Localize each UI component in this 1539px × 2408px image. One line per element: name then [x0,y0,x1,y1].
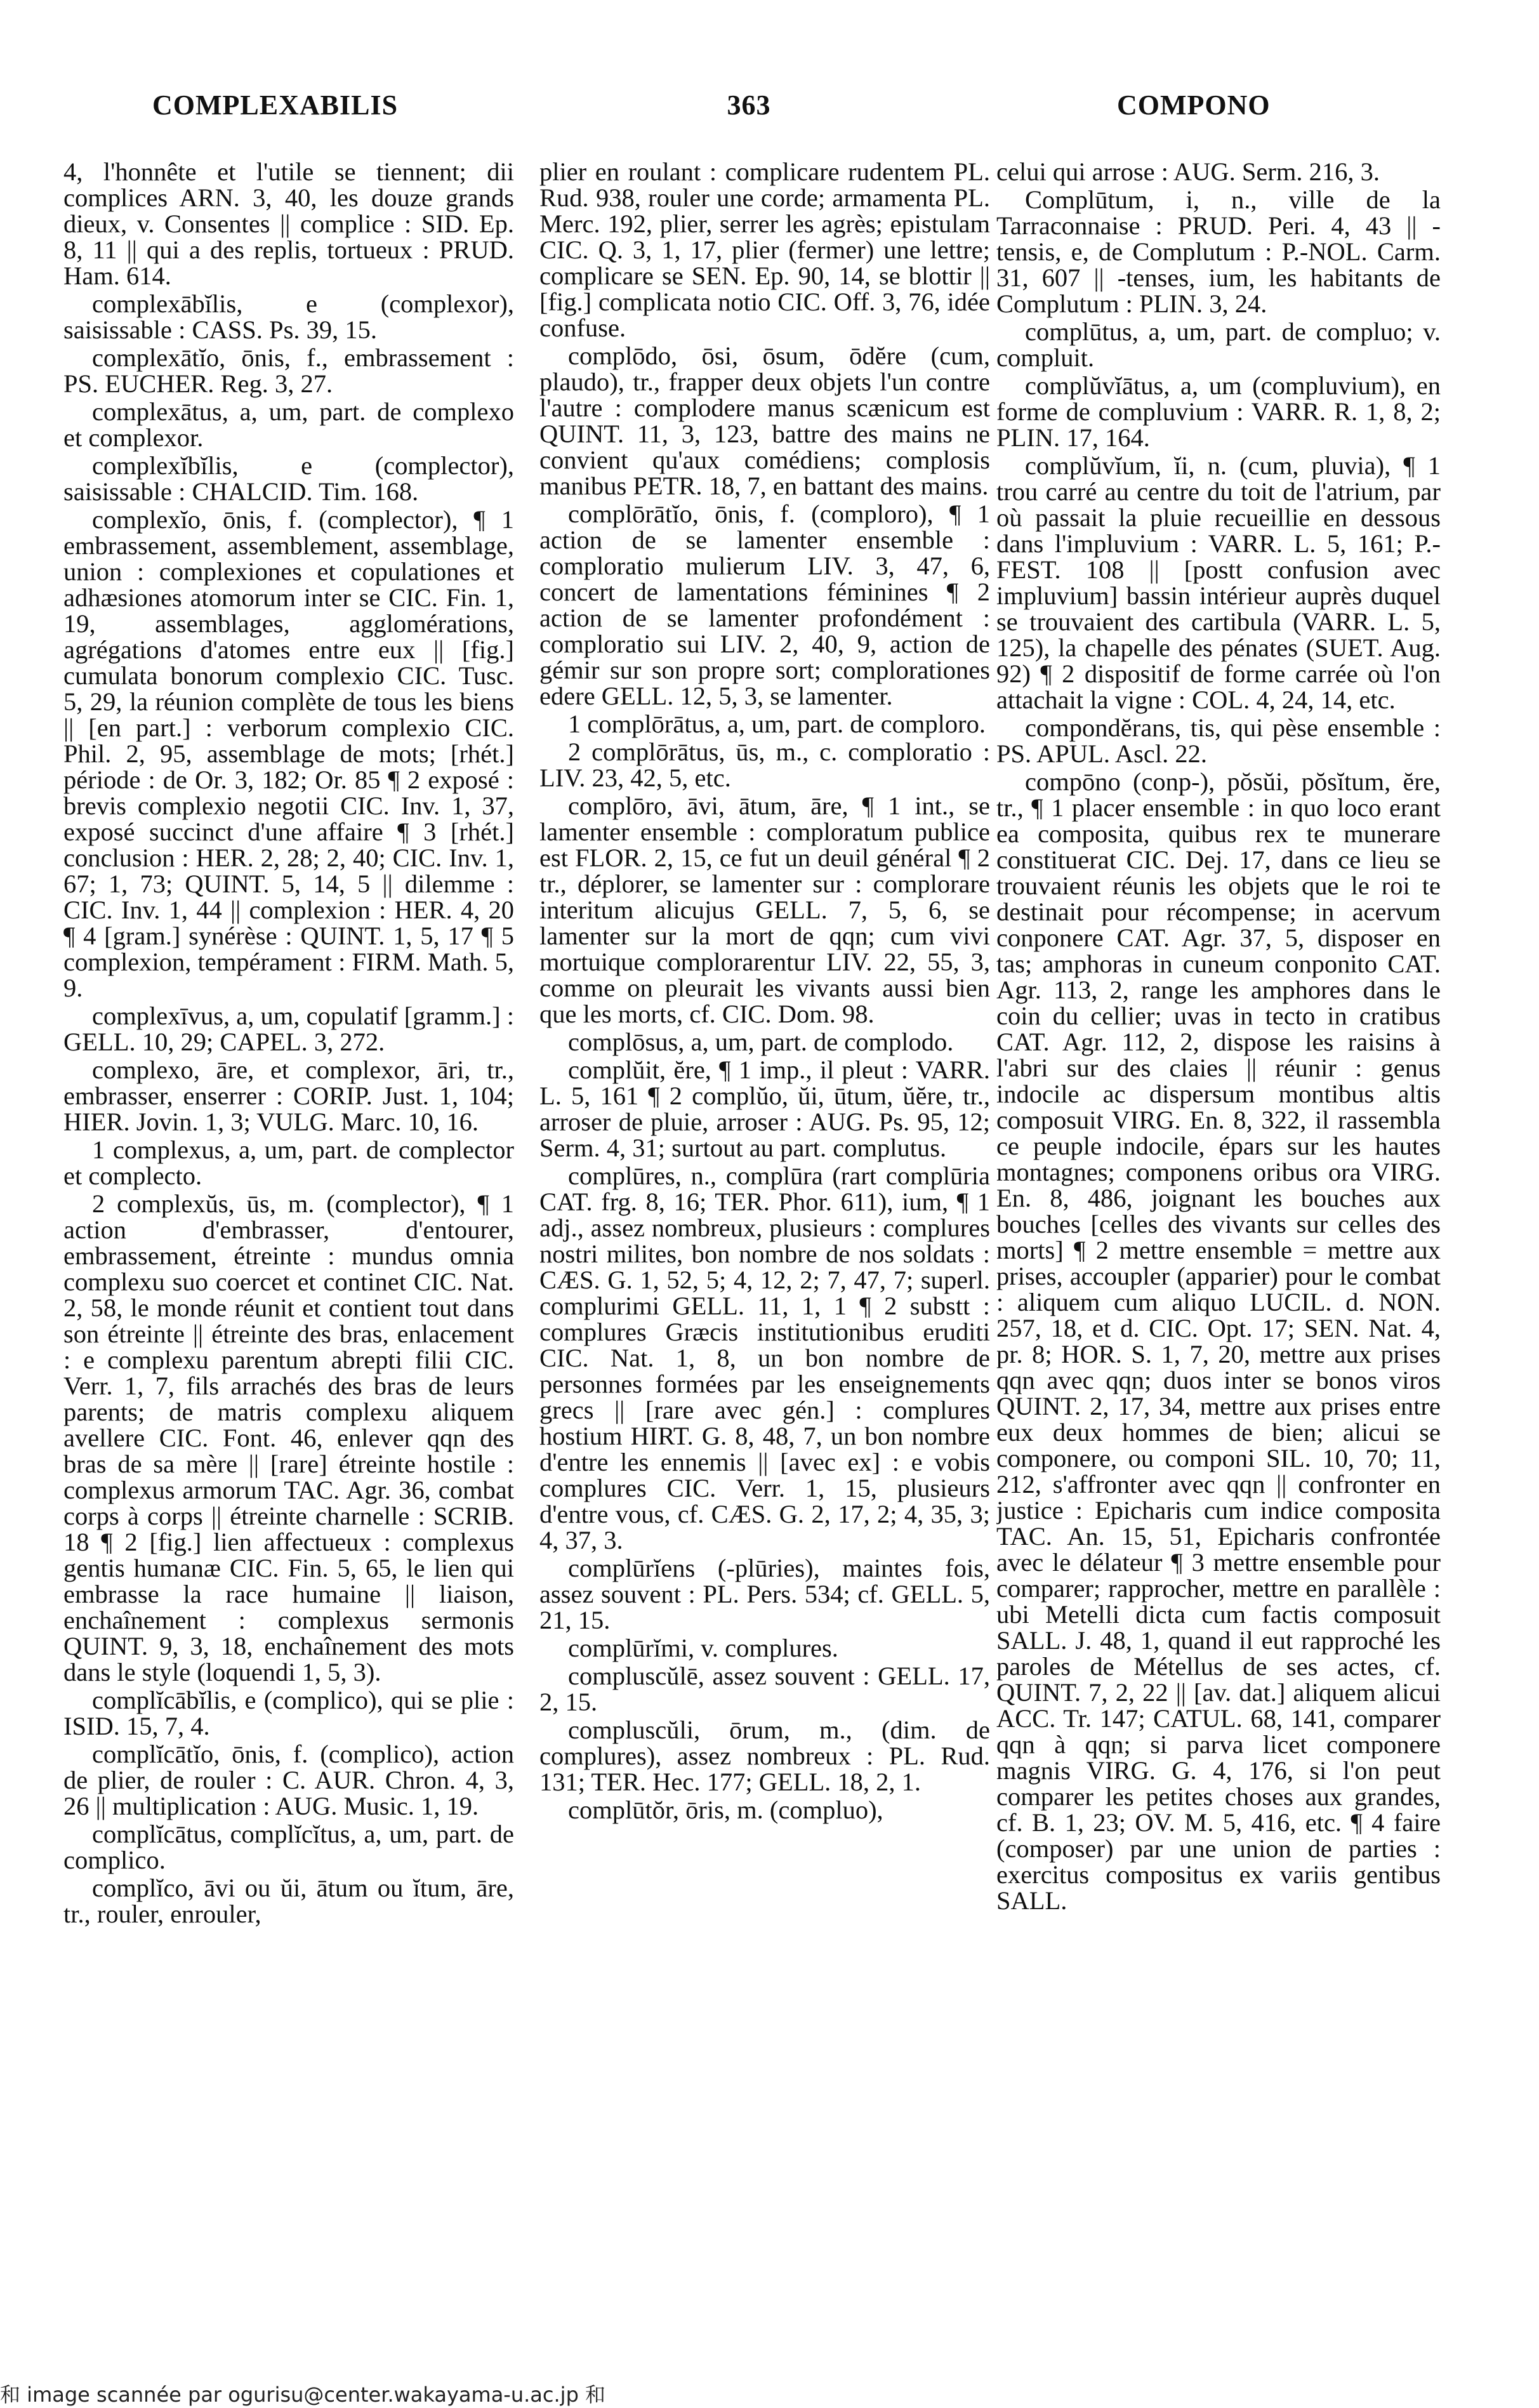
text-column-2 [539,159,990,2355]
dictionary-entry: complĭcātĭo, ōnis, f. (complico), action de plier, de rouler : C. AUR. Chron. 4, 3, 26 || multiplication : AUG. Music. 1, 19. [63,1740,514,1820]
dictionary-entry: complōro, āvi, ātum, āre, ¶ 1 int., se lamenter ensemble : comploratum publice est FLOR. 2, 15, ce fut un deuil général ¶ 2 tr., déplorer, se lamenter sur : complorare interitum alicujus GELL. 7, 5, 6, se lamenter sur la mort de qqn; cum vivi mortuique complorarentur LIV. 22, 55, 3, comme on pleurait les vivants aussi bien que les morts, cf. CIC. Dom. 98. [539,791,990,1028]
dictionary-entry: complexo, āre, et complexor, āri, tr., embrasser, enserrer : CORIP. Just. 1, 104; HIER. Jovin. 1, 3; VULG. Marc. 10, 16. [63,1055,514,1136]
dictionary-entry: complexīvus, a, um, copulatif [gramm.] : GELL. 10, 29; CAPEL. 3, 272. [63,1002,514,1056]
text-column-1 [63,159,514,2355]
dictionary-entry: compōno (conp-), pŏsŭi, pŏsĭtum, ĕre, tr., ¶ 1 placer ensemble : in quo loco erant ea composita, quibus rex te munerare constituerat CIC. Dej. 17, dans ce lieu se trouvaient réunis les objets que le roi te destinait pour récompense; in acervum conponere CAT. Agr. 37, 5, disposer en tas; amphoras in cuneum conponito CAT. Agr. 113, 2, range les amphores dans le coin du cellier; uvas in tecto in cratibus CAT. Agr. 112, 2, dispose les raisins à l'abri sur des claies || réunir : genus indocile ac dispersum montibus altis composuit VIRG. En. 8, 322, il rassembla ce peuple indocile, épars sur les hautes montagnes; componens oribus ora VIRG. En. 8, 486, joignant les bouches aux bouches [celles des vivants sur celles des morts] ¶ 2 mettre ensemble = mettre aux prises, accoupler (apparier) pour le combat : aliquem cum aliquo LUCIL. d. NON. 257, 18, et d. CIC. Opt. 17; SEN. Nat. 4, pr. 8; HOR. S. 1, 7, 20, mettre aux prises qqn avec qqn; duos inter se bonos viros QUINT. 2, 17, 34, mettre aux prises entre eux deux hommes de bien; alicui se componere, ou componi SIL. 10, 70; 11, 212, s'affronter avec qqn || confronter en justice : Epicharis cum indice composita TAC. An. 15, 51, Epicharis confrontée avec le délateur ¶ 3 mettre ensemble pour comparer; rapprocher, mettre en parallèle : ubi Metelli dicta cum factis composuit SALL. J. 48, 1, quand il eut rapproché les paroles de Métellus de ses actes, cf. QUINT. 7, 2, 22 || [av. dat.] aliquem alicui ACC. Tr. 147; CATUL. 68, 141, comparer qqn à qqn; si parva licet componere magnis VIRG. G. 4, 176, si l'on peut comparer les petites choses aux grandes, cf. B. 1, 23; OV. M. 5, 416, etc. ¶ 4 faire (composer) par une union de parties : exercitus compositus ex variis gentibus SALL. [996,767,1441,1915]
dictionary-entry: celui qui arrose : AUG. Serm. 216, 3. [996,159,1380,186]
dictionary-entry: compluscŭli, ōrum, m., (dim. de complures), assez nombreux : PL. Rud. 131; TER. Hec. 177; GELL. 18, 2, 1. [539,1716,990,1796]
dictionary-entry: Complūtum, i, n., ville de la Tarraconnaise : PRUD. Peri. 4, 43 || -tensis, e, de Complutum : P.-NOL. Carm. 31, 607 || -tenses, ium, les habitants de Complutum : PLIN. 3, 24. [996,185,1441,318]
dictionary-entry: 4, l'honnête et l'utile se tiennent; dii complices ARN. 3, 40, les douze grands dieux, v. Consentes || complice : SID. Ep. 8, 11 || qui a des replis, tortueux : PRUD. Ham. 614. [63,159,514,290]
running-header [0,89,1539,140]
dictionary-entry: complōrātĭo, ōnis, f. (comploro), ¶ 1 action de se lamenter ensemble : comploratio mulierum LIV. 3, 47, 6, concert de lamentations féminines ¶ 2 action de se lamenter profondément : comploratio sui LIV. 2, 40, 9, action de gémir sur son propre sort; complorationes edere GELL. 12, 5, 3, se lamenter. [539,499,990,710]
dictionary-entry: 1 complexus, a, um, part. de complector et complecto. [63,1135,514,1190]
dictionary-entry: complĭco, āvi ou ŭi, ātum ou ĭtum, āre, tr., rouler, enrouler, [63,1874,514,1928]
dictionary-entry: complŭvĭum, ĭi, n. (cum, pluvia), ¶ 1 trou carré au centre du toit de l'atrium, par où passait la pluie recueillie en dessous dans l'impluvium : VARR. L. 5, 161; P.-FEST. 108 || [postt confusion avec impluvium] bassin intérieur auprès duquel se trouvaient des cartibula (VARR. L. 5, 125), la chapelle des pénates (SUET. Aug. 92) ¶ 2 dispositif de forme carrée où l'on attachait la vigne : COL. 4, 24, 14, etc. [996,451,1441,714]
dictionary-entry: compluscŭlē, assez souvent : GELL. 17, 2, 15. [539,1662,990,1716]
dictionary-entry: 1 complōrātus, a, um, part. de comploro. [568,710,986,738]
dictionary-entry: 2 complōrātus, ūs, m., c. comploratio : LIV. 23, 42, 5, etc. [539,738,990,792]
dictionary-entry: complūtŏr, ōris, m. (compluo), [568,1796,883,1824]
dictionary-entry: complĭcābĭlis, e (complico), qui se plie : ISID. 15, 7, 4. [63,1686,514,1740]
dictionary-entry: complŭit, ĕre, ¶ 1 imp., il pleut : VARR. L. 5, 161 ¶ 2 complŭo, ŭi, ūtum, ŭĕre, tr., arroser de pluie, arroser : AUG. Ps. 95, 12; Serm. 4, 31; surtout au part. complutus. [539,1055,990,1162]
dictionary-entry: complōdo, ōsi, ōsum, ōdĕre (cum, plaudo), tr., frapper deux objets l'un contre l'autre : complodere manus scænicum est QUINT. 11, 3, 123, battre des mains ne convient qu'aux comédiens; complosis manibus PETR. 18, 7, en battant des mains. [539,341,990,500]
dictionary-entry: complexātĭo, ōnis, f., embrassement : PS. EUCHER. Reg. 3, 27. [63,343,514,398]
dictionary-entry: plier en roulant : complicare rudentem PL. Rud. 938, rouler une corde; armamenta PL. Merc. 192, plier, serrer les agrès; epistulam CIC. Q. 3, 1, 17, plier (fermer) une lettre; complicare se SEN. Ep. 90, 14, se blottir || [fig.] complicata notio CIC. Off. 3, 76, idée confuse. [539,159,990,342]
dictionary-entry: complexĭo, ōnis, f. (complector), ¶ 1 embrassement, assemblement, assemblage, union : complexiones et copulationes et adhæsiones atomorum inter se CIC. Fin. 1, 19, assemblages, agglomérations, agrégations d'atomes entre eux || [fig.] cumulata bonorum complexio CIC. Tusc. 5, 29, la réunion complète de tous les biens || [en part.] : verborum complexio CIC. Phil. 2, 95, assemblage de mots; [rhét.] période : de Or. 3, 182; Or. 85 ¶ 2 exposé : brevis complexio negotii CIC. Inv. 1, 37, exposé succinct d'une affaire ¶ 3 [rhét.] conclusion : HER. 2, 28; 2, 40; CIC. Inv. 1, 67; 1, 73; QUINT. 5, 14, 5 || dilemme : CIC. Inv. 1, 44 || complexion : HER. 4, 20 ¶ 4 [gram.] synérèse : QUINT. 1, 5, 17 ¶ 5 complexion, tempérament : FIRM. Math. 5, 9. [63,505,514,1002]
page-number: 363 [727,89,771,121]
text-column-3 [996,159,1441,2355]
dictionary-entry: complexābĭlis, e (complexor), saisissable : CASS. Ps. 39, 15. [63,289,514,344]
scan-credit-footer: 和 image scannée par ogurisu@center.wakayama-u.ac.jp 和 [0,2383,606,2407]
dictionary-entry: complūrĭens (-plūries), maintes fois, assez souvent : PL. Pers. 534; cf. GELL. 5, 21, 15. [539,1554,990,1634]
dictionary-entry: complexātus, a, um, part. de complexo et complexor. [63,397,514,452]
dictionary-entry: compondĕrans, tis, qui pèse ensemble : PS. APUL. Ascl. 22. [996,713,1441,768]
dictionary-entry: complōsus, a, um, part. de complodo. [568,1028,954,1056]
dictionary-entry: complūtus, a, um, part. de compluo; v. compluit. [996,317,1441,372]
dictionary-entry: complexĭbĭlis, e (complector), saisissable : CHALCID. Tim. 168. [63,451,514,506]
dictionary-entry: 2 complexŭs, ūs, m. (complector), ¶ 1 action d'embrasser, d'entourer, embrassement, étreinte : mundus omnia complexu suo coercet et continet CIC. Nat. 2, 58, le monde réunit et contient tout dans son étreinte || étreinte des bras, enlacement : e complexu parentum abrepti filii CIC. Verr. 1, 7, fils arrachés des bras de leurs parents; de matris complexu aliquem avellere CIC. Font. 46, enlever qqn des bras de sa mère || [rare] étreinte hostile : complexus armorum TAC. Agr. 36, combat corps à corps || étreinte charnelle : SCRIB. 18 ¶ 2 [fig.] lien affectueux : complexus gentis humanæ CIC. Fin. 5, 65, le lien qui embrasse la race humaine || liaison, enchaînement : complexus sermonis QUINT. 9, 3, 18, enchaînement des mots dans le style (loquendi 1, 5, 3). [63,1189,514,1686]
running-head-right: COMPONO [1117,89,1271,121]
dictionary-entry: complŭvĭātus, a, um (compluvium), en forme de compluvium : VARR. R. 1, 8, 2; PLIN. 17, 164. [996,371,1441,452]
dictionary-entry: complĭcātus, complĭcĭtus, a, um, part. de complico. [63,1820,514,1874]
running-head-left: COMPLEXABILIS [152,89,399,121]
dictionary-entry: complūrĭmi, v. complures. [568,1634,838,1662]
dictionary-entry: complūres, n., complūra (rart complūria CAT. frg. 8, 16; TER. Phor. 611), ium, ¶ 1 adj., assez nombreux, plusieurs : complures nostri milites, bon nombre de nos soldats : CÆS. G. 1, 52, 5; 4, 12, 2; 7, 47, 7; superl. complurimi GELL. 11, 1, 1 ¶ 2 substt : complures Græcis institutionibus eruditi CIC. Nat. 1, 8, un bon nombre de personnes formées par les enseignements grecs || [rare avec gén.] : complures hostium HIRT. G. 8, 48, 7, un bon nombre d'entre les ennemis || [avec ex] : e vobis complures CIC. Verr. 1, 15, plusieurs d'entre vous, cf. CÆS. G. 2, 17, 2; 4, 35, 3; 4, 37, 3. [539,1161,990,1554]
